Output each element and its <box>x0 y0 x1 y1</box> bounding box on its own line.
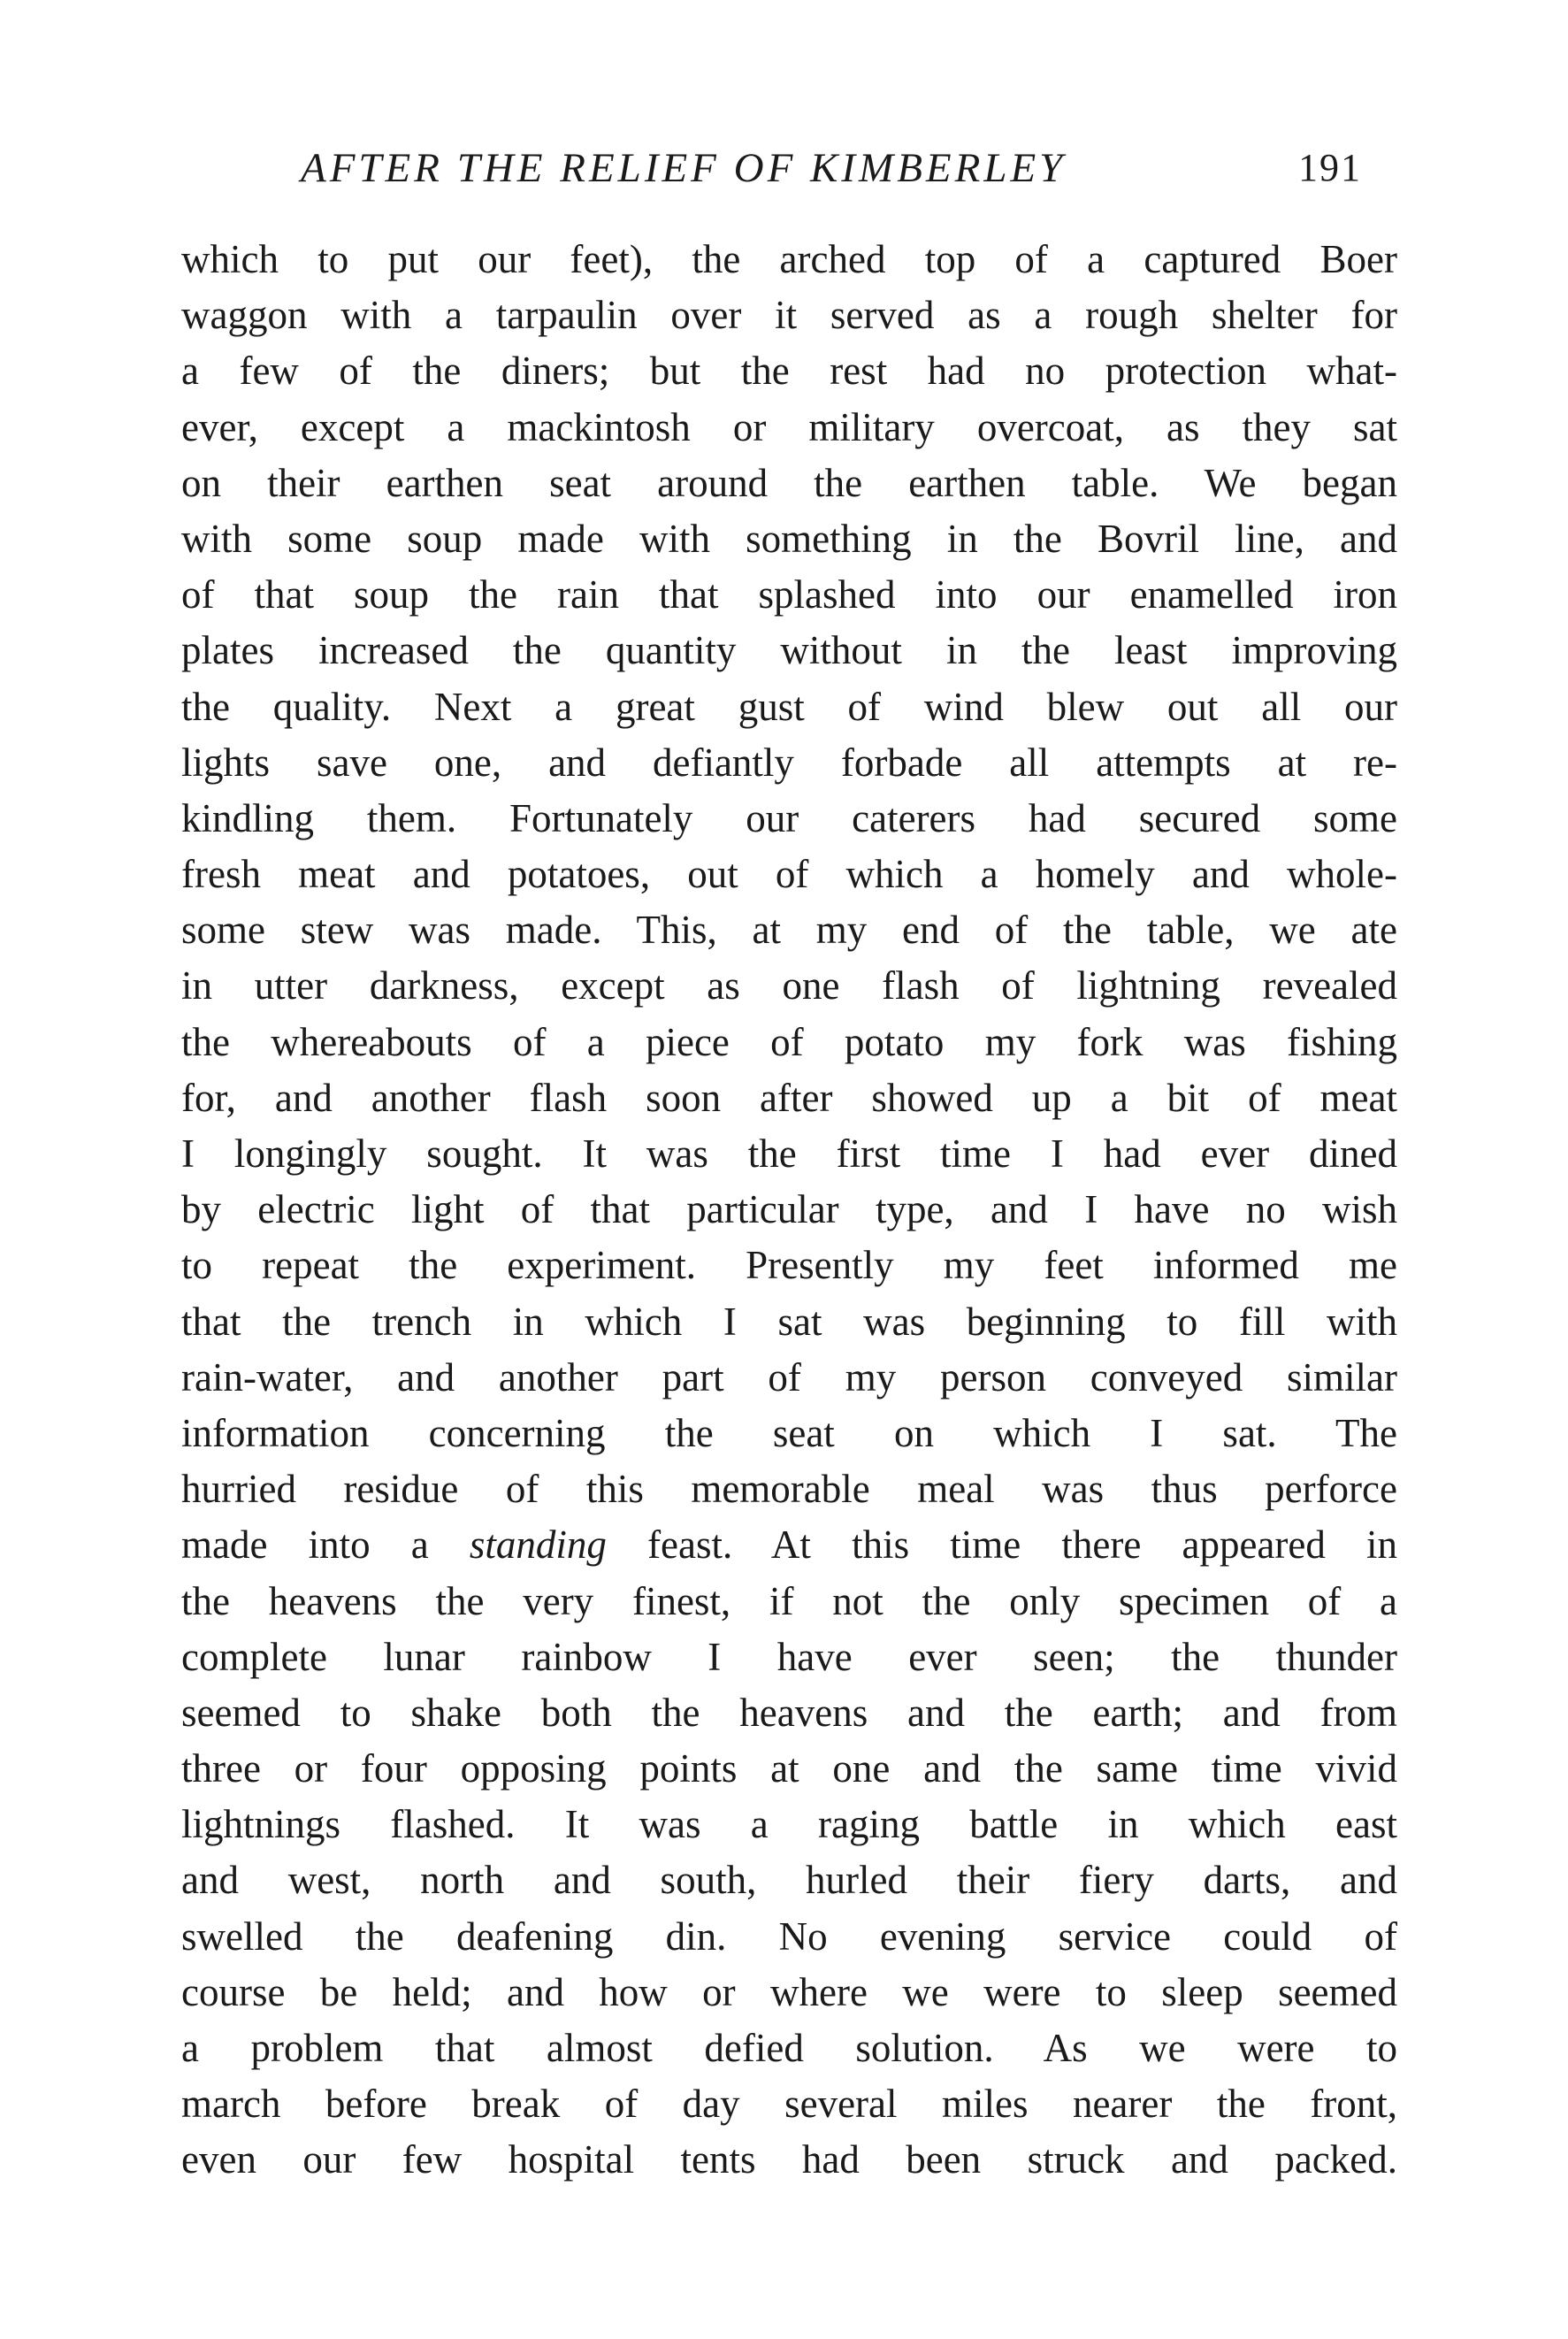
text-line: which to put our feet), the arched top of a captured Boer <box>181 237 1397 281</box>
text-line: waggon with a tarpaulin over it served as a rough shelter for <box>181 293 1397 338</box>
text-line: lightnings flashed. It was a raging battle in which east <box>181 1802 1397 1847</box>
text-line: course be held; and how or where we were to sleep seemed <box>181 1969 1397 2014</box>
text-line: three or four opposing points at one and the same time vivid <box>181 1746 1397 1791</box>
text-line: ever, except a mackintosh or military overcoat, as they sat <box>181 404 1397 449</box>
text-line: that the trench in which I sat was beginning to fill with <box>181 1299 1397 1344</box>
text-line: the quality. Next a great gust of wind blew out all our <box>181 684 1397 729</box>
running-title: AFTER THE RELIEF OF KIMBERLEY <box>301 145 1067 191</box>
text-line: rain-water, and another part of my person conveyed similar <box>181 1354 1397 1400</box>
text-line: in utter darkness, except as one flash of lightning revealed <box>181 963 1397 1008</box>
text-line <box>181 1517 1397 1573</box>
text-line: with some soup made with something in the Bovril line, and <box>181 516 1397 561</box>
text-line: a few of the diners; but the rest had no protection what- <box>181 349 1397 394</box>
text-line: some stew was made. This, at my end of the table, we ate <box>181 908 1397 953</box>
text-line: by electric light of that particular type, and I have no wish <box>181 1187 1397 1232</box>
text-segment: feast. At this time there appeared in <box>606 1522 1397 1568</box>
text-line: complete lunar rainbow I have ever seen; the thunder <box>181 1634 1397 1679</box>
text-line: kindling them. Fortunately our caterers had secured some <box>181 795 1397 840</box>
text-line: on their earthen seat around the earthen table. We began <box>181 460 1397 505</box>
page-number: 191 <box>1298 146 1362 189</box>
text-line: to repeat the experiment. Presently my feet informed me <box>181 1243 1397 1288</box>
text-line: fresh meat and potatoes, out of which a homely and whole- <box>181 852 1397 897</box>
running-head <box>177 133 1397 203</box>
text-line: the heavens the very finest, if not the only specimen of a <box>181 1578 1397 1623</box>
text-line: seemed to shake both the heavens and the earth; and from <box>181 1690 1397 1735</box>
text-line: information concerning the seat on which I sat. The <box>181 1410 1397 1455</box>
text-line: I longingly sought. It was the first time I had ever dined <box>181 1131 1397 1176</box>
body-text <box>181 232 1397 2189</box>
text-line: march before break of day several miles nearer the front, <box>181 2082 1397 2127</box>
text-line: and west, north and south, hurled their fiery darts, and <box>181 1858 1397 1903</box>
text-line: the whereabouts of a piece of potato my fork was fishing <box>181 1019 1397 1064</box>
text-line: hurried residue of this memorable meal was thus perforce <box>181 1467 1397 1512</box>
text-line: swelled the deafening din. No evening service could of <box>181 1913 1397 1959</box>
italic-word: standing <box>469 1522 607 1568</box>
text-line: plates increased the quantity without in the least improving <box>181 628 1397 673</box>
text-segment: made into a <box>181 1522 470 1568</box>
text-line: even our few hospital tents had been struck and packed. <box>181 2137 1397 2182</box>
text-line: lights save one, and defiantly forbade all attempts at re- <box>181 740 1397 785</box>
text-line: a problem that almost defied solution. As we were to <box>181 2026 1397 2070</box>
text-line: for, and another flash soon after showed up a bit of meat <box>181 1075 1397 1120</box>
text-line: of that soup the rain that splashed into our enamelled iron <box>181 572 1397 617</box>
